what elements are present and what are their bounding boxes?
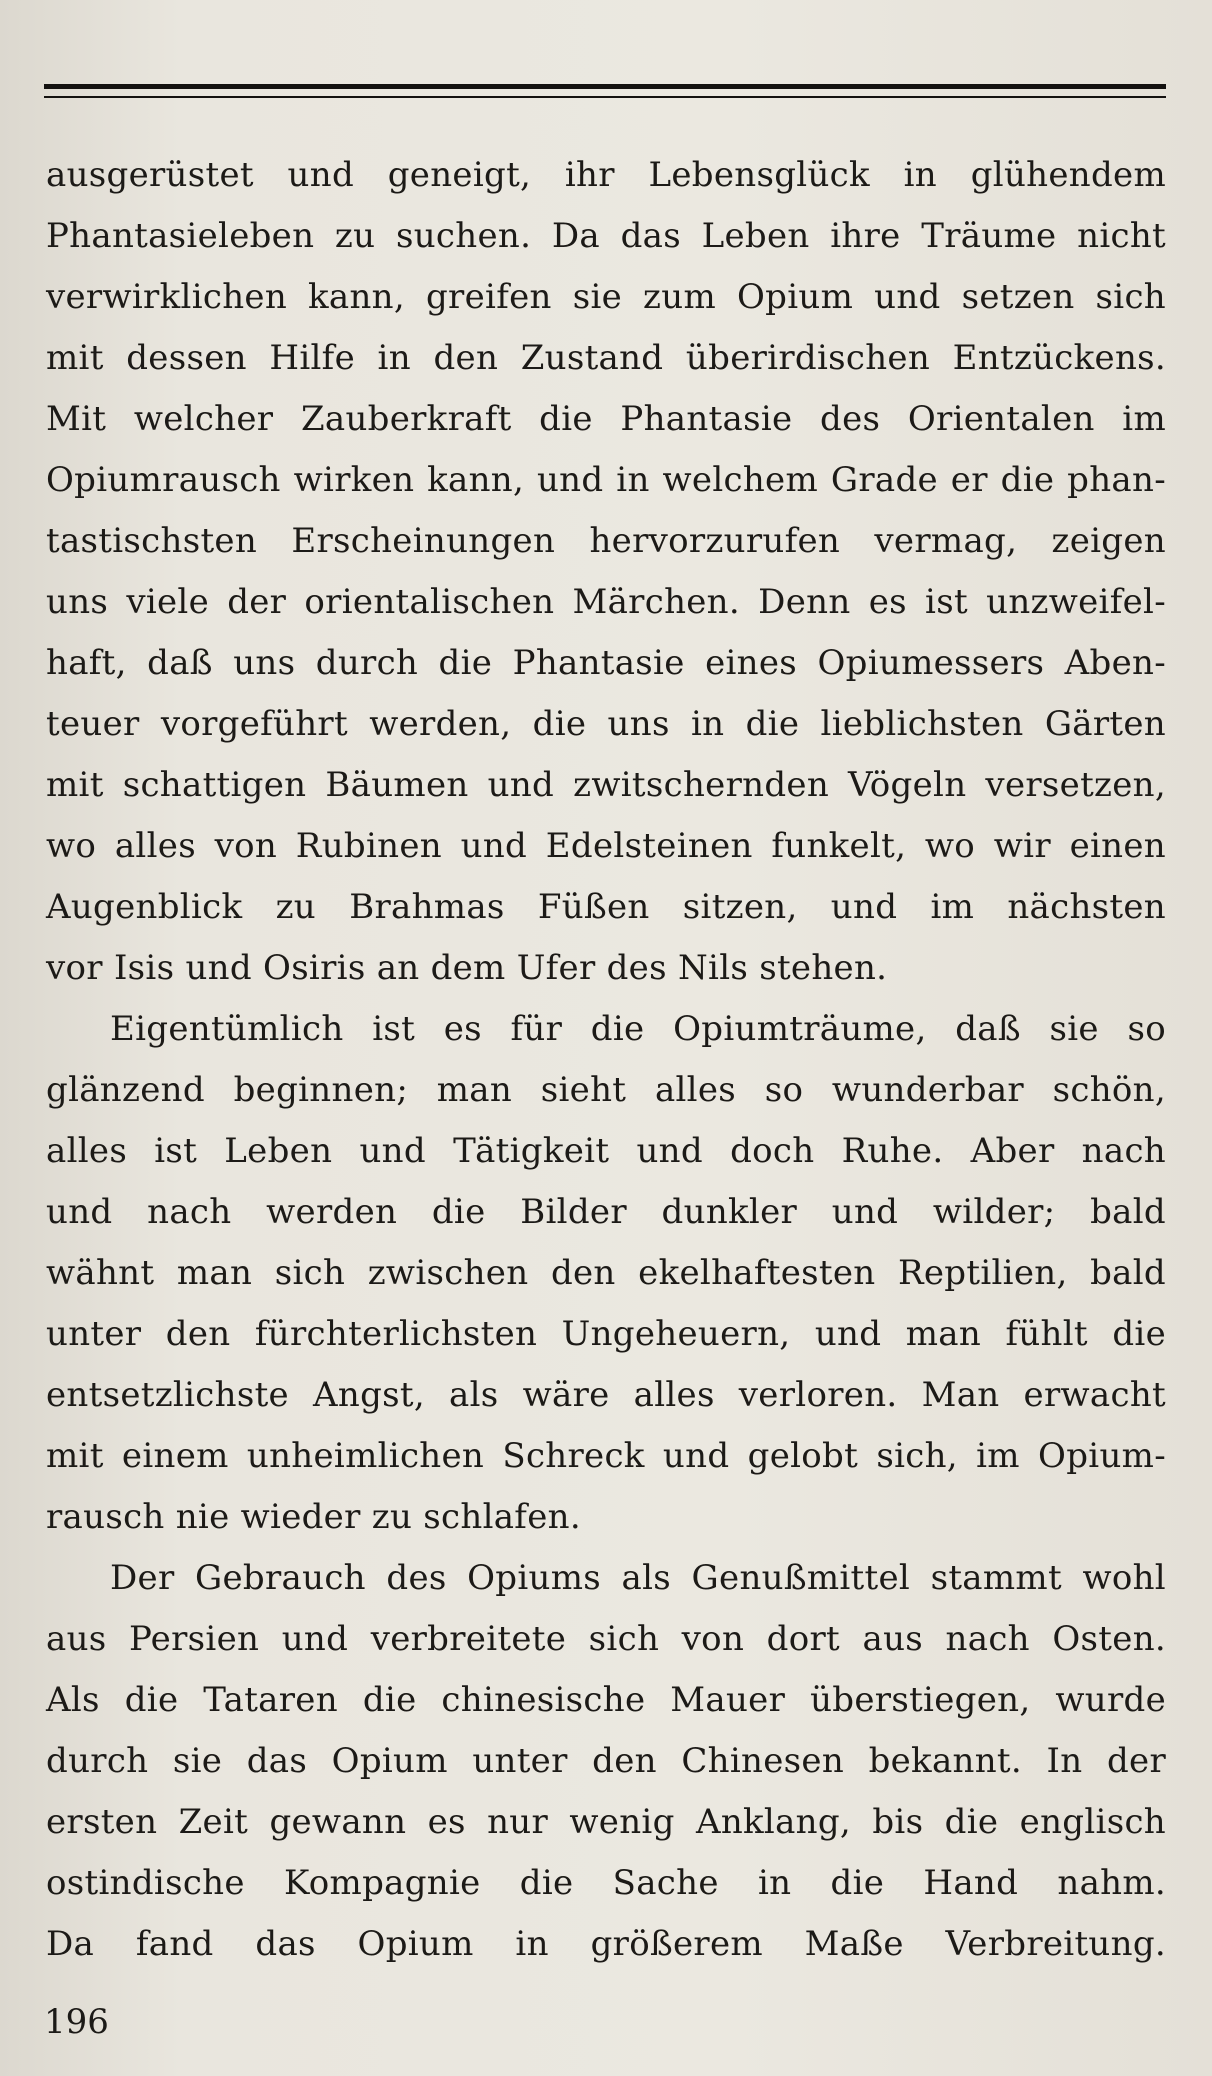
text-line: verwirklichen kann, greifen sie zum Opium und setzen sich	[46, 277, 1166, 317]
text-line: haft, daß uns durch die Phantasie eines Opiumessers Aben-	[46, 643, 1166, 683]
text-line: alles ist Leben und Tätigkeit und doch Ruhe. Aber nach	[46, 1131, 1166, 1171]
text-line: mit schattigen Bäumen und zwitschernden Vögeln versetzen,	[46, 765, 1166, 805]
text-line: unter den fürchterlichsten Ungeheuern, und man fühlt die	[46, 1314, 1166, 1354]
text-line: mit einem unheimlichen Schreck und gelobt sich, im Opium-	[46, 1436, 1166, 1476]
text-line: durch sie das Opium unter den Chinesen bekannt. In der	[46, 1741, 1166, 1781]
text-line: Opiumrausch wirken kann, und in welchem Grade er die phan-	[46, 460, 1166, 500]
text-line: Mit welcher Zauberkraft die Phantasie des Orientalen im	[46, 399, 1166, 439]
header-rule-thick	[44, 84, 1166, 89]
text-line: aus Persien und verbreitete sich von dort aus nach Osten.	[46, 1619, 1166, 1659]
text-line: uns viele der orientalischen Märchen. Denn es ist unzweifel-	[46, 582, 1166, 622]
paragraph-2	[46, 999, 1166, 1548]
body-text	[46, 145, 1166, 1975]
text-line: und nach werden die Bilder dunkler und wilder; bald	[46, 1192, 1166, 1232]
text-line: entsetzlichste Angst, als wäre alles verloren. Man erwacht	[46, 1375, 1166, 1415]
text-line: glänzend beginnen; man sieht alles so wunderbar schön,	[46, 1070, 1166, 1110]
text-line: teuer vorgeführt werden, die uns in die lieblichsten Gärten	[46, 704, 1166, 744]
text-line: Phantasieleben zu suchen. Da das Leben ihre Träume nicht	[46, 216, 1166, 256]
text-line: Da fand das Opium in größerem Maße Verbreitung.	[46, 1924, 1166, 1964]
text-line: Der Gebrauch des Opiums als Genußmittel stammt wohl	[110, 1558, 1166, 1598]
header-rule-thin	[44, 96, 1166, 98]
text-line: wähnt man sich zwischen den ekelhaftesten Reptilien, bald	[46, 1253, 1166, 1293]
text-line: wo alles von Rubinen und Edelsteinen funkelt, wo wir einen	[46, 826, 1166, 866]
text-line: ausgerüstet und geneigt, ihr Lebensglück in glühendem	[46, 155, 1166, 195]
text-line: ersten Zeit gewann es nur wenig Anklang, bis die englisch	[46, 1802, 1166, 1842]
text-line: rausch nie wieder zu schlafen.	[46, 1497, 581, 1537]
text-line: tastischsten Erscheinungen hervorzurufen vermag, zeigen	[46, 521, 1166, 561]
text-line: Eigentümlich ist es für die Opiumträume, daß sie so	[110, 1009, 1166, 1049]
text-line: vor Isis und Osiris an dem Ufer des Nils stehen.	[46, 948, 888, 988]
text-line: Als die Tataren die chinesische Mauer überstiegen, wurde	[46, 1680, 1166, 1720]
paragraph-1	[46, 145, 1166, 999]
text-line: ostindische Kompagnie die Sache in die Hand nahm.	[46, 1863, 1166, 1903]
paragraph-3	[46, 1548, 1166, 1975]
text-line: Augenblick zu Brahmas Füßen sitzen, und im nächsten	[46, 887, 1166, 927]
text-line: mit dessen Hilfe in den Zustand überirdischen Entzückens.	[46, 338, 1166, 378]
page-number: 196	[44, 2002, 109, 2042]
